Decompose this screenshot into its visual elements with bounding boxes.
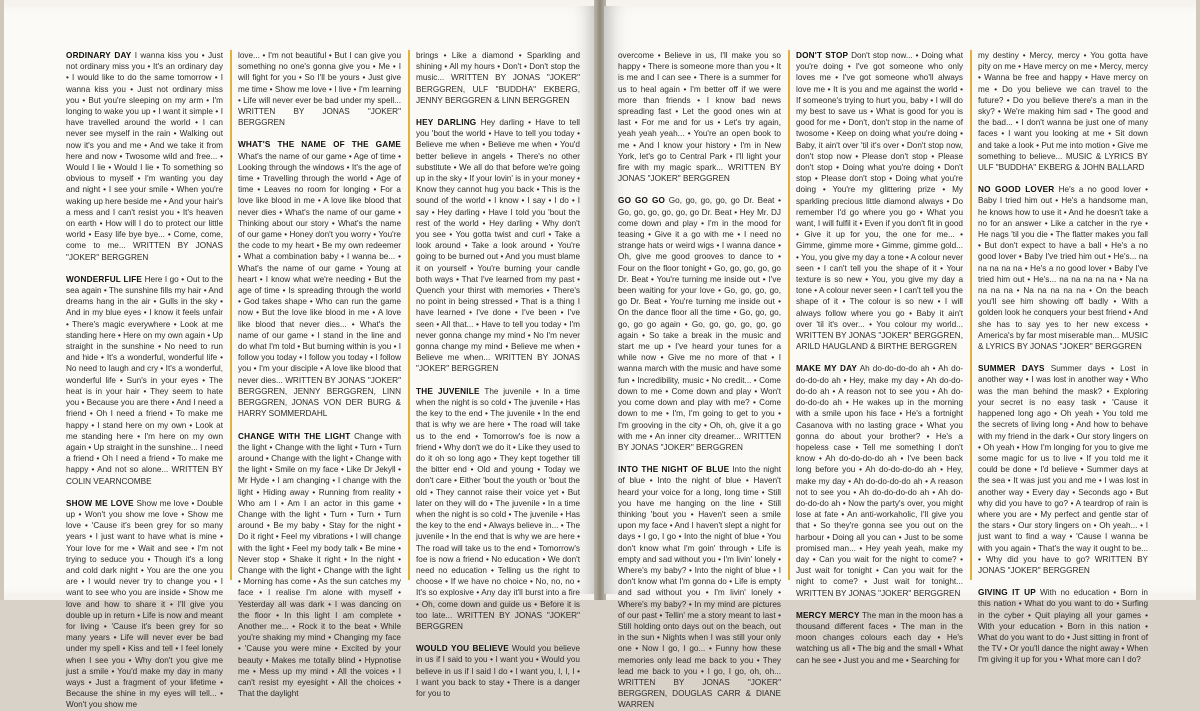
song-title: WOULD YOU BELIEVE — [416, 644, 509, 654]
song-entry — [238, 431, 401, 700]
song-lyrics: I wanna kiss you • Just not ordinary miss you • It's an ordinary day • I would like to do the same tomorrow • I wanna kiss you • Just not ordinary miss you • But you're sleeping on my arm • I'm longing to wake you up • I want it simple • I have travelled around the world • I can never see myself in the rain • Walking out now it's you and me • And we take it from here and now • Twosome wild and free... • Would I lie • Would I lie • To something so obvious to myself • I'm wanting you day and night • I see your smile • When you're waking up here beside me • And your hair's a mess and I can't resist you • It's heaven on earth • How will I do to protect our little world • Easy life bye bye... • Come, come, come to me... — [66, 51, 223, 251]
song-title: CHANGE WITH THE LIGHT — [238, 431, 351, 441]
song-entry — [238, 50, 401, 128]
song-credits: WRITTEN BY JONAS "JOKER" BERGGREN — [978, 554, 1148, 575]
song-credits: WRITTEN BY JONAS "JOKER" BERGGREN — [416, 610, 580, 631]
song-title: NO GOOD LOVER — [978, 185, 1055, 195]
song-entry — [416, 643, 580, 699]
song-title: INTO THE NIGHT OF BLUE — [618, 465, 730, 475]
song-entry — [238, 139, 401, 419]
song-entry — [416, 117, 580, 375]
song-credits: WRITTEN BY JONAS "JOKER" BERGGREN — [618, 163, 781, 184]
lyrics-column — [230, 50, 402, 699]
song-lyrics: He's a no good lover • Baby I tried him out • He's a handsome man, he knows how to use it • And he doesn't take a no for an answer • Like a catcher in the rye • He nags 'til you die • The flatter makes you fall • But don't expect to have a ball • He's a no good lover • Baby I've tried him out • He's... na na na na na • He's a no good lover • Baby I've tried him out • He's... na na na na na • Na na na na na • Na na na na na • On the beach you'll see him showing off badly • With a golden look he conquers your best friend • And she has to say yes to her new excess • America's by far most miserable man... — [978, 185, 1149, 340]
song-entry — [796, 50, 963, 352]
song-lyrics: Show me love • Double up • Won't you show me love • Show me love • 'Cause it's been grey for so many years • I just want to have what is mine • Your love for me • Wait and see • I'm not trying to seduce you • Though it's a long and cold dark night • You are the one you are • I would never try to change you • I want to see who you are inside • Show me love and how to share it • I'll give you double up in return • Life is now and meant for living • 'Cause it's been grey for so many years • Life will never ever be bad under my spell • Kiss and tell • I feel lonely when I see you • Why don't you give me just a smile • You'd make my day in many ways • Just a fragment of your lifetime • Because the shine in my eyes will tell... • Won't you show me — [66, 498, 223, 710]
song-entry — [796, 610, 963, 666]
song-lyrics: The juvenile • In a time when the night is so cold • The juvenile • Has the key to the end • The juvenile • In the end that is why we are here • The road will take us to the end • Tomorrow's foe is now a friend • Why don't we do it • Like they used to do it oh so long ago • They kept together till the bitter end • Old and young • Today we don't care • Either 'bout the youth or 'bout the old • They cannot raise their voice yet • But later on they will do • The juvenile • In a time when the night is so cold • The juvenile • Has the key to the end • Always believe in... • The juvenile • In the end that is why we are here • The road will take us to the end • Tomorrow's foe is now a friend • No education • We don't need no education • Telling us the right to choose • If we have no choice • No, no, no • It's so explosive • Any day it'll burst into a fire • Oh, come down and guide us • Before it is too late... — [416, 386, 580, 620]
song-lyrics: The man in the moon has a thousand different faces • The man in the moon changes colours each day • He's watching us all • The big and the small • What can he see • Just you and me • Searching for — [796, 610, 963, 665]
song-entry — [618, 50, 781, 184]
song-entry — [978, 587, 1148, 665]
song-lyrics: my destiny • Mercy, mercy • You gotta have pity on me • Have mercy on me • Mercy, mercy • Wanna be free and happy • Have mercy on me • Do you believe we can travel to the future? • Do you believe there's a man in the sky? • We're making him sad • The good and the bad... • I don't wanna be just one of many faces • I want you looking at me • Sit down and take a look • Put me into motion • Give me something to believe... — [978, 51, 1148, 161]
song-title: SHOW ME LOVE — [66, 498, 134, 508]
song-title: HEY DARLING — [416, 118, 477, 128]
left-page — [4, 6, 596, 710]
song-credits: WRITTEN BY JONAS "JOKER" BERGGREN, JENNY BERGGREN, LINN BERGGREN, JONAS VON DER BURG & HARRY SOMMERDAHL — [238, 375, 401, 419]
song-entry — [66, 274, 223, 487]
song-credits: WRITTEN BY JONAS "JOKER" BERGGREN — [416, 353, 580, 374]
song-entry — [416, 386, 580, 632]
song-entry — [978, 184, 1148, 352]
song-lyrics: Don't stop now... • Doing what you're doing • I've got someone who only loves me • I've got someone who'll always love me • It is you and me against the world • If someone's trying to hurt you, baby • I will do my best to save us • What is good for you is good for me • Don't, don't stop in the name of twosome • Keep on doing what you're doing • Baby, it ain't over 'til it's over • Don't stop now, don't stop now • Please don't stop • Please don't stop • Doing what you're doing • Don't stop • Please don't stop • Doing what you're doing • You're my glittering prize • My sparkling precious little diamond always • Do remember I'd go where you go • What you want, I will fulfil it • Even if you don't fit in good • Give it up for you, the one for me... • Gimme, gimme more • Gimme, gimme gold... • You, you give my day a tone • A colour never seen • I can't tell you the shape of it • Your texture is so new • You, you give my day a tone • A colour never seen • I can't tell you the shape of it • The colour is so new • I will always follow where you go • Baby it ain't over 'til it's over... • You colour my world... — [796, 51, 964, 329]
song-entry — [978, 50, 1148, 173]
song-credits: WRITTEN BY JONAS "JOKER" BERGGREN, DOUGLAS CARR & DIANE WARREN — [618, 677, 781, 710]
song-credits: WRITTEN BY JONAS "JOKER" BERGGREN — [618, 431, 781, 452]
song-entry — [66, 498, 223, 711]
song-title: DON'T STOP — [796, 51, 849, 60]
song-entry — [618, 464, 781, 710]
song-credits: MUSIC & LYRICS BY JONAS "JOKER" BERGGREN — [978, 330, 1148, 352]
lyrics-column — [408, 50, 580, 698]
song-credits: WRITTEN BY JONAS "JOKER" BERGGREN — [66, 241, 223, 262]
song-lyrics: Ah do-do-do-do ah • Ah do-do-do-do ah • Hey, make my day • Ah do-do-do-do ah • A reason not to see you • Ah do-do-do-do ah • He wakes up in the morning with a smile upon his face • He's a fortnight Casanova with no lasting grace • What you gonna do about your brother? • He's a hopeless case • Tell me something I don't know • Ah do-do-do-do ah • I've been back long before you • Ah do-do-do-do ah • Hey, make my day • Ah do-do-do-do ah • A reason not to see you • Ah do-do-do-do ah • Ah do-do-do-do ah • Now the party's over, you might lose at fate • An anti-workaholic, I'll give you that • So they're gonna see you out on the harbour • Doing all you can • Just to be some promised man... • Hey yeah yeah, make my day • Can you wait for the night to come? • Just wait for tonight • Can you wait for the night to come? • Just wait for tonight... — [796, 364, 963, 587]
song-credits: MUSIC & LYRICS BY ULF "BUDDHA" EKBERG & JOHN BALLARD — [978, 151, 1148, 173]
song-entry — [66, 50, 223, 263]
page-edge-right — [1196, 0, 1200, 600]
lyrics-column — [610, 50, 781, 710]
song-title: WONDERFUL LIFE — [66, 274, 143, 284]
song-title: WHAT'S THE NAME OF THE GAME — [238, 140, 401, 150]
song-lyrics: brings • Like a diamond • Sparkling and shining • All my hours • Don't • Don't stop the music... — [416, 51, 580, 83]
song-credits: WRITTEN BY JONAS "JOKER" BERGGREN, ULF "BUDDHA" EKBERG, JENNY BERGGREN & LINN BERGGREN — [416, 73, 580, 105]
song-lyrics: love... • I'm not beautiful • But I can give you something no one's gonna give you • Me • I will fight for you • So I'll be yours • Just give me time • Show me love • I live • I'm learning • Life will never ever be bad under my spell... — [238, 51, 401, 105]
song-title: MAKE MY DAY — [796, 364, 858, 374]
song-entry — [618, 195, 781, 453]
song-credits: WRITTEN BY JONAS "JOKER" BERGGREN — [796, 588, 961, 598]
song-lyrics: With no education • Born in this nation • What do you want to do • Surfing in the cyber • Quit playing all your games • With your education • Born in this nation • What do you want to do • Just sitting in front of the TV • Or you'll dance the night away • When I'm giving it up for you • What more can I do? — [978, 588, 1148, 665]
song-lyrics: Would you believe in us if I said to you • I want you • Would you believe in us if I said I do • I want you, I, I, I • I want you back to stay • There is a danger for you to — [416, 644, 580, 698]
song-entry — [796, 363, 963, 598]
song-lyrics: overcome • Believe in us, I'll make you so happy • There is someone more than you • It is me and I can see • There is a summer for us to heal again • I'm better off if we were more than friends • I know bad news spreading fast • Let the good ones win at last • For me and for us • Let's try again, yeah yeah yeah... • You're an open book to me • And I know your history • I'm in New York, let's go to Central Park • I'll light your fire with my magic spark... — [618, 51, 781, 173]
song-lyrics: Summer days • Lost in another way • I was lost in another way • Who was the man behind the mask? • Exploring your secret is no easy task • 'Cause it happened long ago • Oh yeah • You told me the secrets of living long • And how to behave with my friend in the dark • Our story lingers on • Oh yeah • How I'm longing for you to give me some magic for us to live • If you told me it could be done • I'd believe • Summer days at the sea • It was just you and me • I was lost in another way • Every day • Seconds ago • But why did you have to go? • A teardrop of rain is where you are • My perfect and gentle star of the stars • Our story lingers on • Oh yeah... • I just want to find a way • 'Cause I wanna be with you again • That's the way it ought to be... • Why did you have to go? — [978, 364, 1149, 564]
song-lyrics: Into the night of blue • Into the night of blue • Haven't heard your voice for a long, long time • Still you have me hanging on the line • Still thinking 'bout you • Haven't seen a smile upon my face • And I haven't slept a night for days • I go, I go • Into the night of blue • You don't know what I'm goin' through • Life is empty and sad without you • I'm livin' lonely • Where's my baby? • Into the night of blue • I don't know what I'm gonna do • Life is empty and sad without you • I'm livin' lonely • Where's my baby? • In my mind are pictures of our past • Tellin' me a story meant to last • Still holding onto days out on the beach, out in the sun • Nights when I was still your only one • Now I go, I go... • Funny how these memories only lead me back to you • They lead me back to you • I go, I go, oh, oh... — [618, 465, 781, 676]
lyrics-column — [970, 50, 1149, 665]
song-credits: WRITTEN BY JONAS "JOKER" BERGGREN — [238, 107, 401, 128]
song-title: THE JUVENILE — [416, 386, 480, 396]
song-lyrics: What's the name of our game • Age of time • Looking through the windows • It's the age of time • Travelling through the world • Age of time • Leaves no room for longing • For a love like blood in me • A love like blood that never dies • What's the name of our game • Thinking about our story • What's the name of our game • Honey don't you worry • You're the code to my heart • Be my own redeemer • What a combination baby • I wanna be... • What's the name of our game • Young at heart • I know what we're needing • But the age of time • Is spreading through the world • God takes shape • Who can run the game now • But the love like blood in me • A love like blood that never dies... • What's the name of our game • I stand in the line and do what I'm told • But burning within is you • I follow you today • I follow you today • I follow you • I'm your disciple • A love like blood that never dies... — [238, 151, 401, 385]
song-lyrics: Change with the light • Change with the light • Turn • Turn around • Change with the light • Change with the light • Smile on my face • Like Dr Jekyll • Mr Hyde • I am changing • I change with the light • Hiding away • Running from reality • Who am I • Am I an actor in this game • Change with the light • Turn • Turn • Turn around • Be my baby • Stay for the night • Do it right • Feel my vibrations • I will change with the light • Feel my body talk • Be mine • Never stop • Shake it right • In the night • Change with the light • Change with the light • Morning has come • As the sun catches my face • I realise I'm alone with myself • Yesterday all was dark • I was dancing on the floor • In this light I am complete • Another me... • Rock it to the beat • While you're shaking my mind • Changing my face • 'Cause you were mine • Excited by your beauty • Makes me totally blind • Hypnotise me • Mess up my mind • All the voices • I can't resist my eyesight • All the choices • That the daylight — [238, 431, 402, 699]
song-title: GIVING IT UP — [978, 588, 1036, 598]
song-entry — [416, 50, 580, 106]
song-lyrics: Go, go, go, go, go Dr. Beat • Go, go, go, go, go, go Dr. Beat • Hey Mr. DJ come down and play • I'm in the mood for teasing • Give it a go with me • I need no strange hats or weird wigs • I wanna dance • Oh, give me good grooves to dance to • Four on the floor tonight • Go, go, go, go, go Dr. Beat • You're turning me inside out • I've been waiting for your love • Go, go, go, go, go Dr. Beat • You're turning me inside out • On the dance floor all the time • Go, go, go, go, go go again • Go, go, go, go, go, go again • So take a break in the music and start me up • I've heard your tunes for a while now • Give me no more of that • I wanna march with the music and have some fun • Incredibility, music • No credit... • Come down to me • Come down and play • Won't you come down and play with me? • Come down to me • I'm, I'm going to get to you • I'm grooving in the city • Oh, oh, give it a go with me • An inner city dreamer... — [618, 196, 781, 441]
song-title: MERCY MERCY — [796, 610, 860, 620]
song-credits: WRITTEN BY COLIN VEARNCOMBE — [66, 465, 223, 486]
lyrics-column — [58, 50, 223, 710]
lyrics-column — [788, 50, 964, 665]
song-entry — [978, 363, 1148, 576]
song-lyrics: Here I go • Out to the sea again • The sunshine fills my hair • And dreams hang in the air • Gulls in the sky • And in my blue eyes • I know it feels unfair • There's magic everywhere • Look at me standing here • Here on my own again • Up straight in the sunshine • No need to run and hide • It's a wonderful, wonderful life • No need to laugh and cry • It's a wonderful, wonderful life • Sun's in your eyes • The heat is in your hair • They seem to hate you • Because you are there • And I need a friend • Oh I need a friend • To make me happy • I stand here on my own • Look at me standing here • I'm here on my own again • Up straight in the sunshine... I need a friend • Oh I need a friend • To make me happy • And not so alone... — [66, 274, 223, 475]
song-credits: WRITTEN BY JONAS "JOKER" BERGGREN, ARILD HAUGLAND & BIRTHE BERGGREN — [796, 331, 963, 352]
song-lyrics: Hey darling • Have to tell you 'bout the world • Have to tell you today • Believe me when • Believe me when • You'd better believe in angels • There's no other substitute • We all do that before we're going up in the sky • If your lovin' is in your money • Know they cannot hug you back • This is the sound of the world • I know • I say • I do • I say • Hey darling • Have I told you 'bout the rest of the world • Hey darling • Why don't you see • You gotta twist and curl • Take a look around • Take a look around • You're going to be burned out • And you must blame it on yourself • You're burning your candle both ways • That I've learned from my past • Quench your thirst with memories • There's no point in being stressed • That is a thing I have learned • I've done • I've been • I've seen • All that... • Have to tell you today • I'm never gonna change my mind • No I'm never gonna change my mind • Believe me when • Believe me when... — [416, 118, 580, 363]
song-title: ORDINARY DAY — [66, 51, 132, 60]
song-title: GO GO GO — [618, 196, 666, 206]
song-title: SUMMER DAYS — [978, 364, 1045, 374]
right-page — [604, 6, 1196, 710]
